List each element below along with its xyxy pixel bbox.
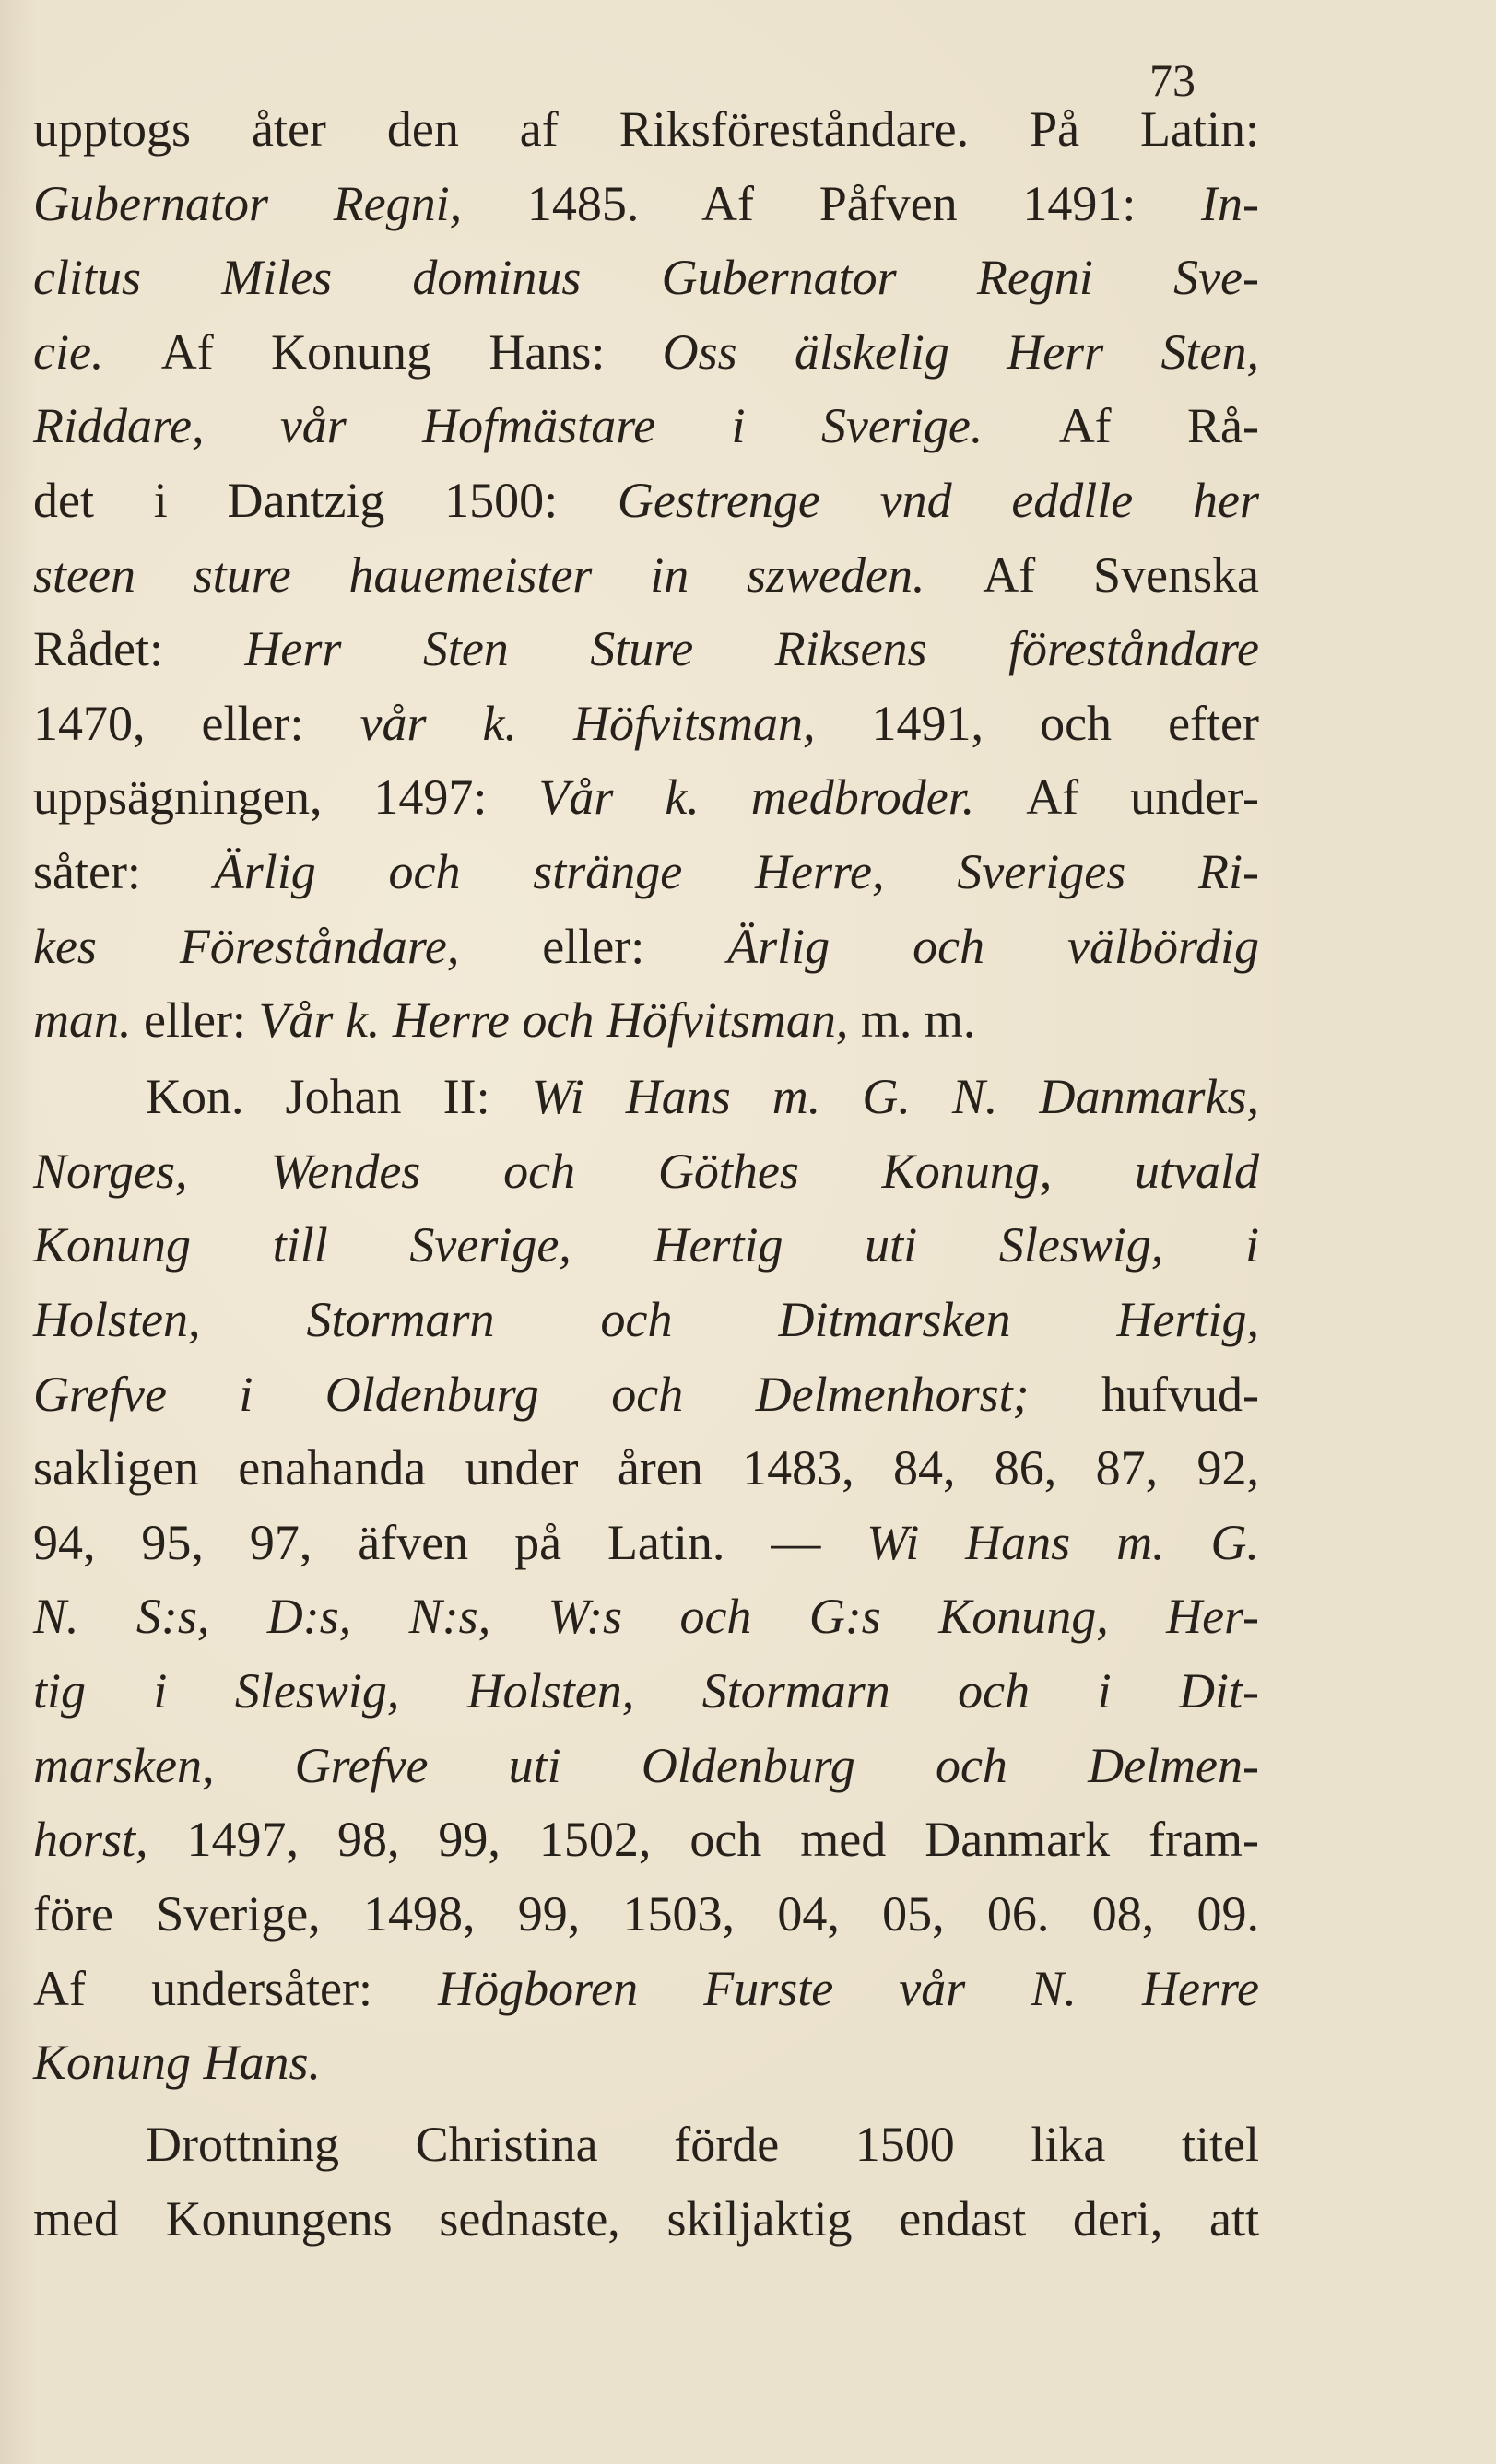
text-segment: 1470, eller: xyxy=(33,696,360,751)
text-segment: 1485. xyxy=(526,176,702,231)
text-segment: Kon. Johan II: xyxy=(146,1069,532,1124)
text-segment: På Latin: xyxy=(1030,101,1259,157)
italic-text-segment: Konung Hans. xyxy=(33,2035,322,2090)
text-line xyxy=(33,983,1259,1057)
text-line xyxy=(33,2182,1259,2256)
italic-text-segment: Gubernator Regni, xyxy=(33,176,527,231)
text-line xyxy=(146,1060,1259,1133)
text-segment: 1497, 98, 99, 1502, och med Danmark fram- xyxy=(186,1812,1259,1867)
italic-text-segment: Högboren Furste vår N. Herre xyxy=(438,1961,1259,2016)
text-segment: Af under- xyxy=(1026,769,1259,825)
italic-text-segment: Grefve i Oldenburg och Delmenhorst; xyxy=(33,1367,1102,1422)
italic-text-segment: Ärlig och stränge Herre, Sveriges Ri- xyxy=(213,844,1259,899)
text-line xyxy=(33,835,1259,909)
text-line xyxy=(33,2025,1259,2099)
text-line xyxy=(33,1729,1259,1802)
text-line xyxy=(33,1431,1259,1505)
italic-text-segment: Norges, Wendes och Göthes Konung, utvald xyxy=(33,1144,1259,1199)
text-line xyxy=(33,1506,1259,1579)
italic-text-segment: vår k. Höfvitsman, xyxy=(359,696,872,751)
text-line xyxy=(146,2107,1259,2181)
italic-text-segment: Oss älskelig Herr Sten, xyxy=(662,324,1259,380)
text-segment: såter: xyxy=(33,844,214,899)
text-segment: m. m. xyxy=(860,992,976,1048)
italic-text-segment: steen sture hauemeister in szweden. xyxy=(33,547,984,603)
text-line xyxy=(33,538,1259,612)
italic-text-segment: horst, xyxy=(33,1812,187,1867)
italic-text-segment: clitus Miles dominus Gubernator Regni Sve- xyxy=(33,250,1259,305)
text-segment: upptogs åter den af Riksföreståndare. xyxy=(33,101,1031,157)
page-number: 73 xyxy=(1149,54,1196,106)
italic-text-segment: Herr Sten Sture Riksens föreståndare xyxy=(244,621,1259,676)
text-line xyxy=(33,315,1259,389)
text-line xyxy=(33,1208,1259,1282)
text-segment: sakligen enahanda under åren 1483, 84, 86, 87, 92, xyxy=(33,1440,1259,1496)
text-segment: Rådet: xyxy=(33,621,245,676)
italic-text-segment: Vår k. medbroder. xyxy=(538,769,1027,825)
text-segment: med Konungens sednaste, skiljaktig endast deri, att xyxy=(33,2191,1259,2247)
italic-text-segment: Gestrenge vnd eddlle her xyxy=(617,473,1259,528)
text-line xyxy=(33,389,1259,463)
text-segment: Af undersåter: xyxy=(33,1961,439,2016)
text-line xyxy=(33,1283,1259,1356)
italic-text-segment: kes Föreståndare, xyxy=(33,919,543,974)
text-segment: eller: xyxy=(542,919,728,974)
text-segment: uppsägningen, 1497: xyxy=(33,769,539,825)
text-line xyxy=(33,1877,1259,1951)
text-segment: hufvud- xyxy=(1101,1367,1259,1422)
text-line xyxy=(33,686,1259,760)
text-segment: Af Påfven 1491: xyxy=(701,176,1202,231)
text-line xyxy=(33,167,1259,241)
italic-text-segment: tig i Sleswig, Holsten, Stormarn och i Dit- xyxy=(33,1663,1259,1719)
italic-text-segment: marsken, Grefve uti Oldenburg och Delmen- xyxy=(33,1738,1259,1793)
text-line xyxy=(33,1654,1259,1728)
text-line xyxy=(33,909,1259,983)
italic-text-segment: cie. xyxy=(33,324,161,380)
text-line xyxy=(33,612,1259,686)
italic-text-segment: Wi Hans m. G. xyxy=(866,1515,1259,1570)
italic-text-segment: Ärlig och välbördig xyxy=(727,919,1259,974)
text-line xyxy=(33,463,1259,537)
text-line xyxy=(33,241,1259,314)
text-segment: det i Dantzig 1500: xyxy=(33,473,618,528)
italic-text-segment: Konung till Sverige, Hertig uti Sleswig, i xyxy=(33,1217,1259,1273)
italic-text-segment: Wi Hans m. G. N. Danmarks, xyxy=(531,1069,1259,1124)
text-segment: Af Svenska xyxy=(983,547,1260,603)
text-line xyxy=(33,1134,1259,1208)
italic-text-segment: Riddare, vår Hofmästare i Sverige. xyxy=(33,398,1059,453)
text-segment: Af Rå- xyxy=(1058,398,1259,453)
text-segment: före Sverige, 1498, 99, 1503, 04, 05, 06. 08, 09. xyxy=(33,1886,1259,1942)
italic-text-segment: In- xyxy=(1201,176,1260,231)
text-segment: 1491, och efter xyxy=(871,696,1259,751)
text-line xyxy=(33,760,1259,834)
text-line xyxy=(33,1579,1259,1653)
italic-text-segment: man. xyxy=(33,992,144,1048)
text-segment: Af Konung Hans: xyxy=(160,324,663,380)
text-segment: 94, 95, 97, äfven på Latin. — xyxy=(33,1515,867,1570)
text-line xyxy=(33,1802,1259,1876)
text-line xyxy=(33,92,1259,166)
italic-text-segment: Vår k. Herre och Höfvitsman, xyxy=(258,992,861,1048)
text-segment: eller: xyxy=(144,992,259,1048)
text-line xyxy=(33,1952,1259,2025)
text-segment: Drottning Christina förde 1500 lika titel xyxy=(146,2117,1259,2172)
italic-text-segment: N. S:s, D:s, N:s, W:s och G:s Konung, Her- xyxy=(33,1589,1259,1644)
italic-text-segment: Holsten, Stormarn och Ditmarsken Hertig, xyxy=(33,1292,1259,1347)
text-line xyxy=(33,1357,1259,1431)
